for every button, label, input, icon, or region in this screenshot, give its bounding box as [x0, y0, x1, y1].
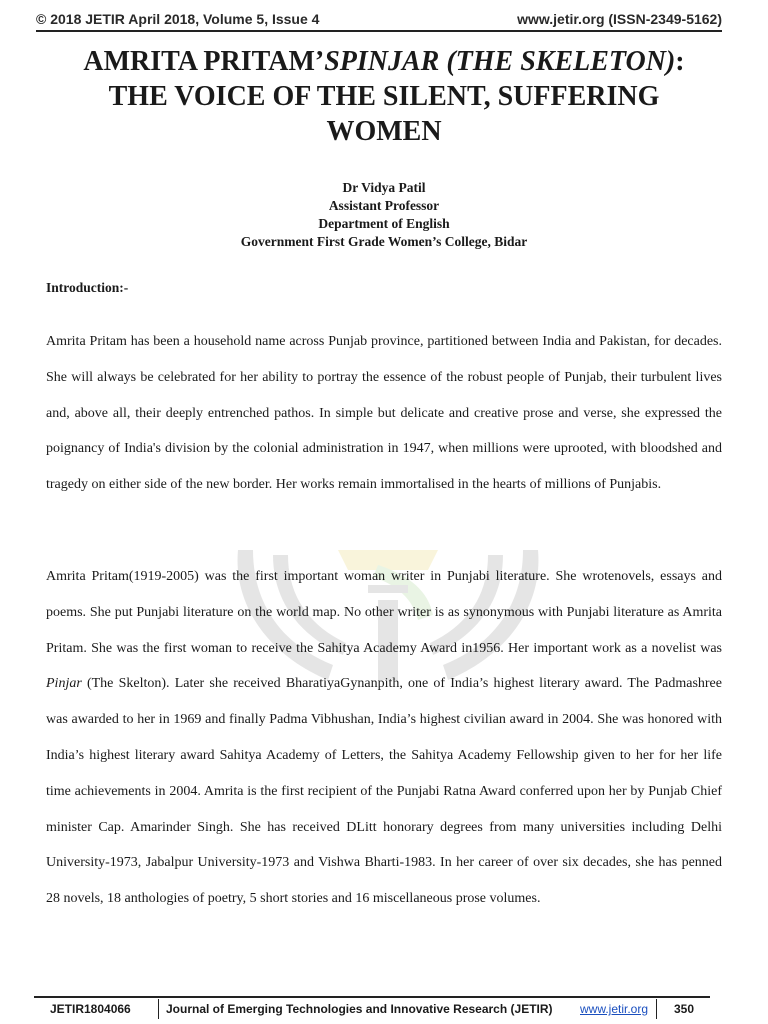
intro-paragraph: Amrita Pritam has been a household name across Punjab province, partitioned between India and Pakistan, for decades. She will always be celebrated for her ability to portray the essence of the robust people of Punjab, their turbulent lives and, above all, their deeply entrenched pathos. In simple but delicate and creative prose and verse, she expressed the poignancy of India's division by the colonial administration in 1947, when millions were uprooted, with bloodshed and tragedy on either side of the new border. Her works remain immortalised in the hearts of millions of Punjabis.	[46, 334, 722, 493]
footer-rule	[34, 996, 710, 998]
biography-text-part-1: Amrita Pritam(1919-2005) was the first important woman writer in Punjabi literature. She wrotenovels, essays and poems. She put Punjabi literature on the world map. No other writer is as synonymous with Punjabi literature as Amrita Pritam. She was the first woman to receive the Sahitya Academy Award in1956. Her important work as a novelist was	[46, 569, 722, 656]
page-header	[0, 0, 768, 30]
footer-journal-name: Journal of Emerging Technologies and Innovative Research (JETIR)	[166, 1002, 553, 1016]
author-block	[40, 179, 728, 251]
page-footer	[34, 996, 710, 1022]
footer-divider	[158, 999, 159, 1019]
header-website-issn: www.jetir.org (ISSN-2349-5162)	[517, 11, 722, 27]
biography-text-part-2: (The Skelton). Later she received BharatiyaGynanpith, one of India’s highest literary award. The Padmashree was awarded to her in 1969 and finally Padma Vibhushan, India’s highest civilian award in 2004. She was honored with India’s highest literary award Sahitya Academy of Letters, the Sahitya Academy Fellowship given to her for her life time achievements in 2004. Amrita is the first recipient of the Punjabi Ratna Award conferred upon her by Punjab Chief minister Cap. Amarinder Singh. She has received DLitt honorary degrees from many universities including Delhi University-1973, Jabalpur University-1973 and Vishwa Bharti-1983. In her career of over six decades, she has penned 28 novels, 18 anthologies of poetry, 5 short stories and 16 miscellaneous prose volumes.	[46, 676, 722, 907]
novel-title-pinjar: Pinjar	[46, 676, 82, 692]
header-rule	[36, 30, 722, 32]
article-title	[40, 44, 728, 149]
header-copyright: © 2018 JETIR April 2018, Volume 5, Issue 4	[36, 11, 320, 27]
footer-website-link[interactable]: www.jetir.org	[580, 1002, 649, 1016]
title-work-name: SPINJAR (THE SKELETON)	[324, 46, 676, 77]
author-name: Dr Vidya Patil	[342, 180, 426, 195]
biography-paragraph	[46, 559, 722, 917]
footer-page-number: 350	[674, 1002, 695, 1016]
title-line-2: THE VOICE OF THE SILENT, SUFFERING	[108, 81, 660, 112]
title-line-3: WOMEN	[326, 116, 442, 147]
section-heading: Introduction:-	[46, 280, 129, 295]
author-department: Department of English	[318, 216, 450, 231]
footer-divider	[656, 999, 657, 1019]
title-author-name: AMRITA PRITAM’	[83, 46, 325, 77]
title-line-1	[40, 44, 728, 79]
footer-article-id: JETIR1804066	[50, 1002, 131, 1016]
title-colon: :	[675, 46, 685, 77]
author-position: Assistant Professor	[328, 198, 440, 213]
author-institution: Government First Grade Women’s College, Bidar	[240, 234, 528, 249]
